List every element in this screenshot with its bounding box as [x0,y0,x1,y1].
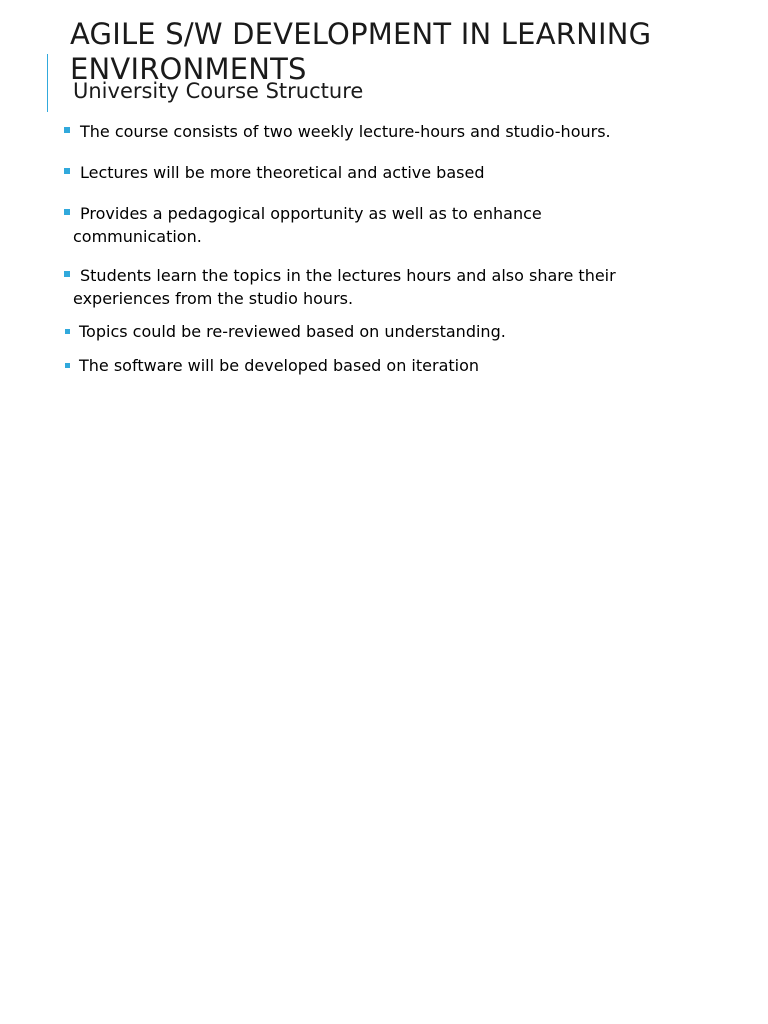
bullet-marker-icon [64,209,70,215]
bullet-marker-icon [65,363,70,368]
slide-title: AGILE S/W DEVELOPMENT IN LEARNING ENVIRONMENTS [70,17,652,86]
slide-subtitle: University Course Structure [73,79,364,103]
slide-accent-line [47,54,48,112]
bullet-item [62,120,712,143]
bullet-text: The software will be developed based on iteration [79,356,480,375]
bullet-item [62,354,712,377]
bullet-item [62,202,622,248]
bullet-text: Students learn the topics in the lectures hours and also share their experiences from the studio hours. [73,266,616,308]
bullet-text: Topics could be re-reviewed based on understanding. [79,322,506,341]
bullet-marker-icon [64,168,70,174]
bullet-text: Lectures will be more theoretical and active based [80,163,485,182]
bullet-item [62,264,672,310]
bullet-item [62,320,712,343]
bullet-text: The course consists of two weekly lecture-hours and studio-hours. [80,122,611,141]
bullet-marker-icon [64,127,70,133]
bullet-marker-icon [65,329,70,334]
bullet-marker-icon [64,271,70,277]
bullet-item [62,161,712,184]
bullet-text: Provides a pedagogical opportunity as well as to enhance communication. [73,204,542,246]
